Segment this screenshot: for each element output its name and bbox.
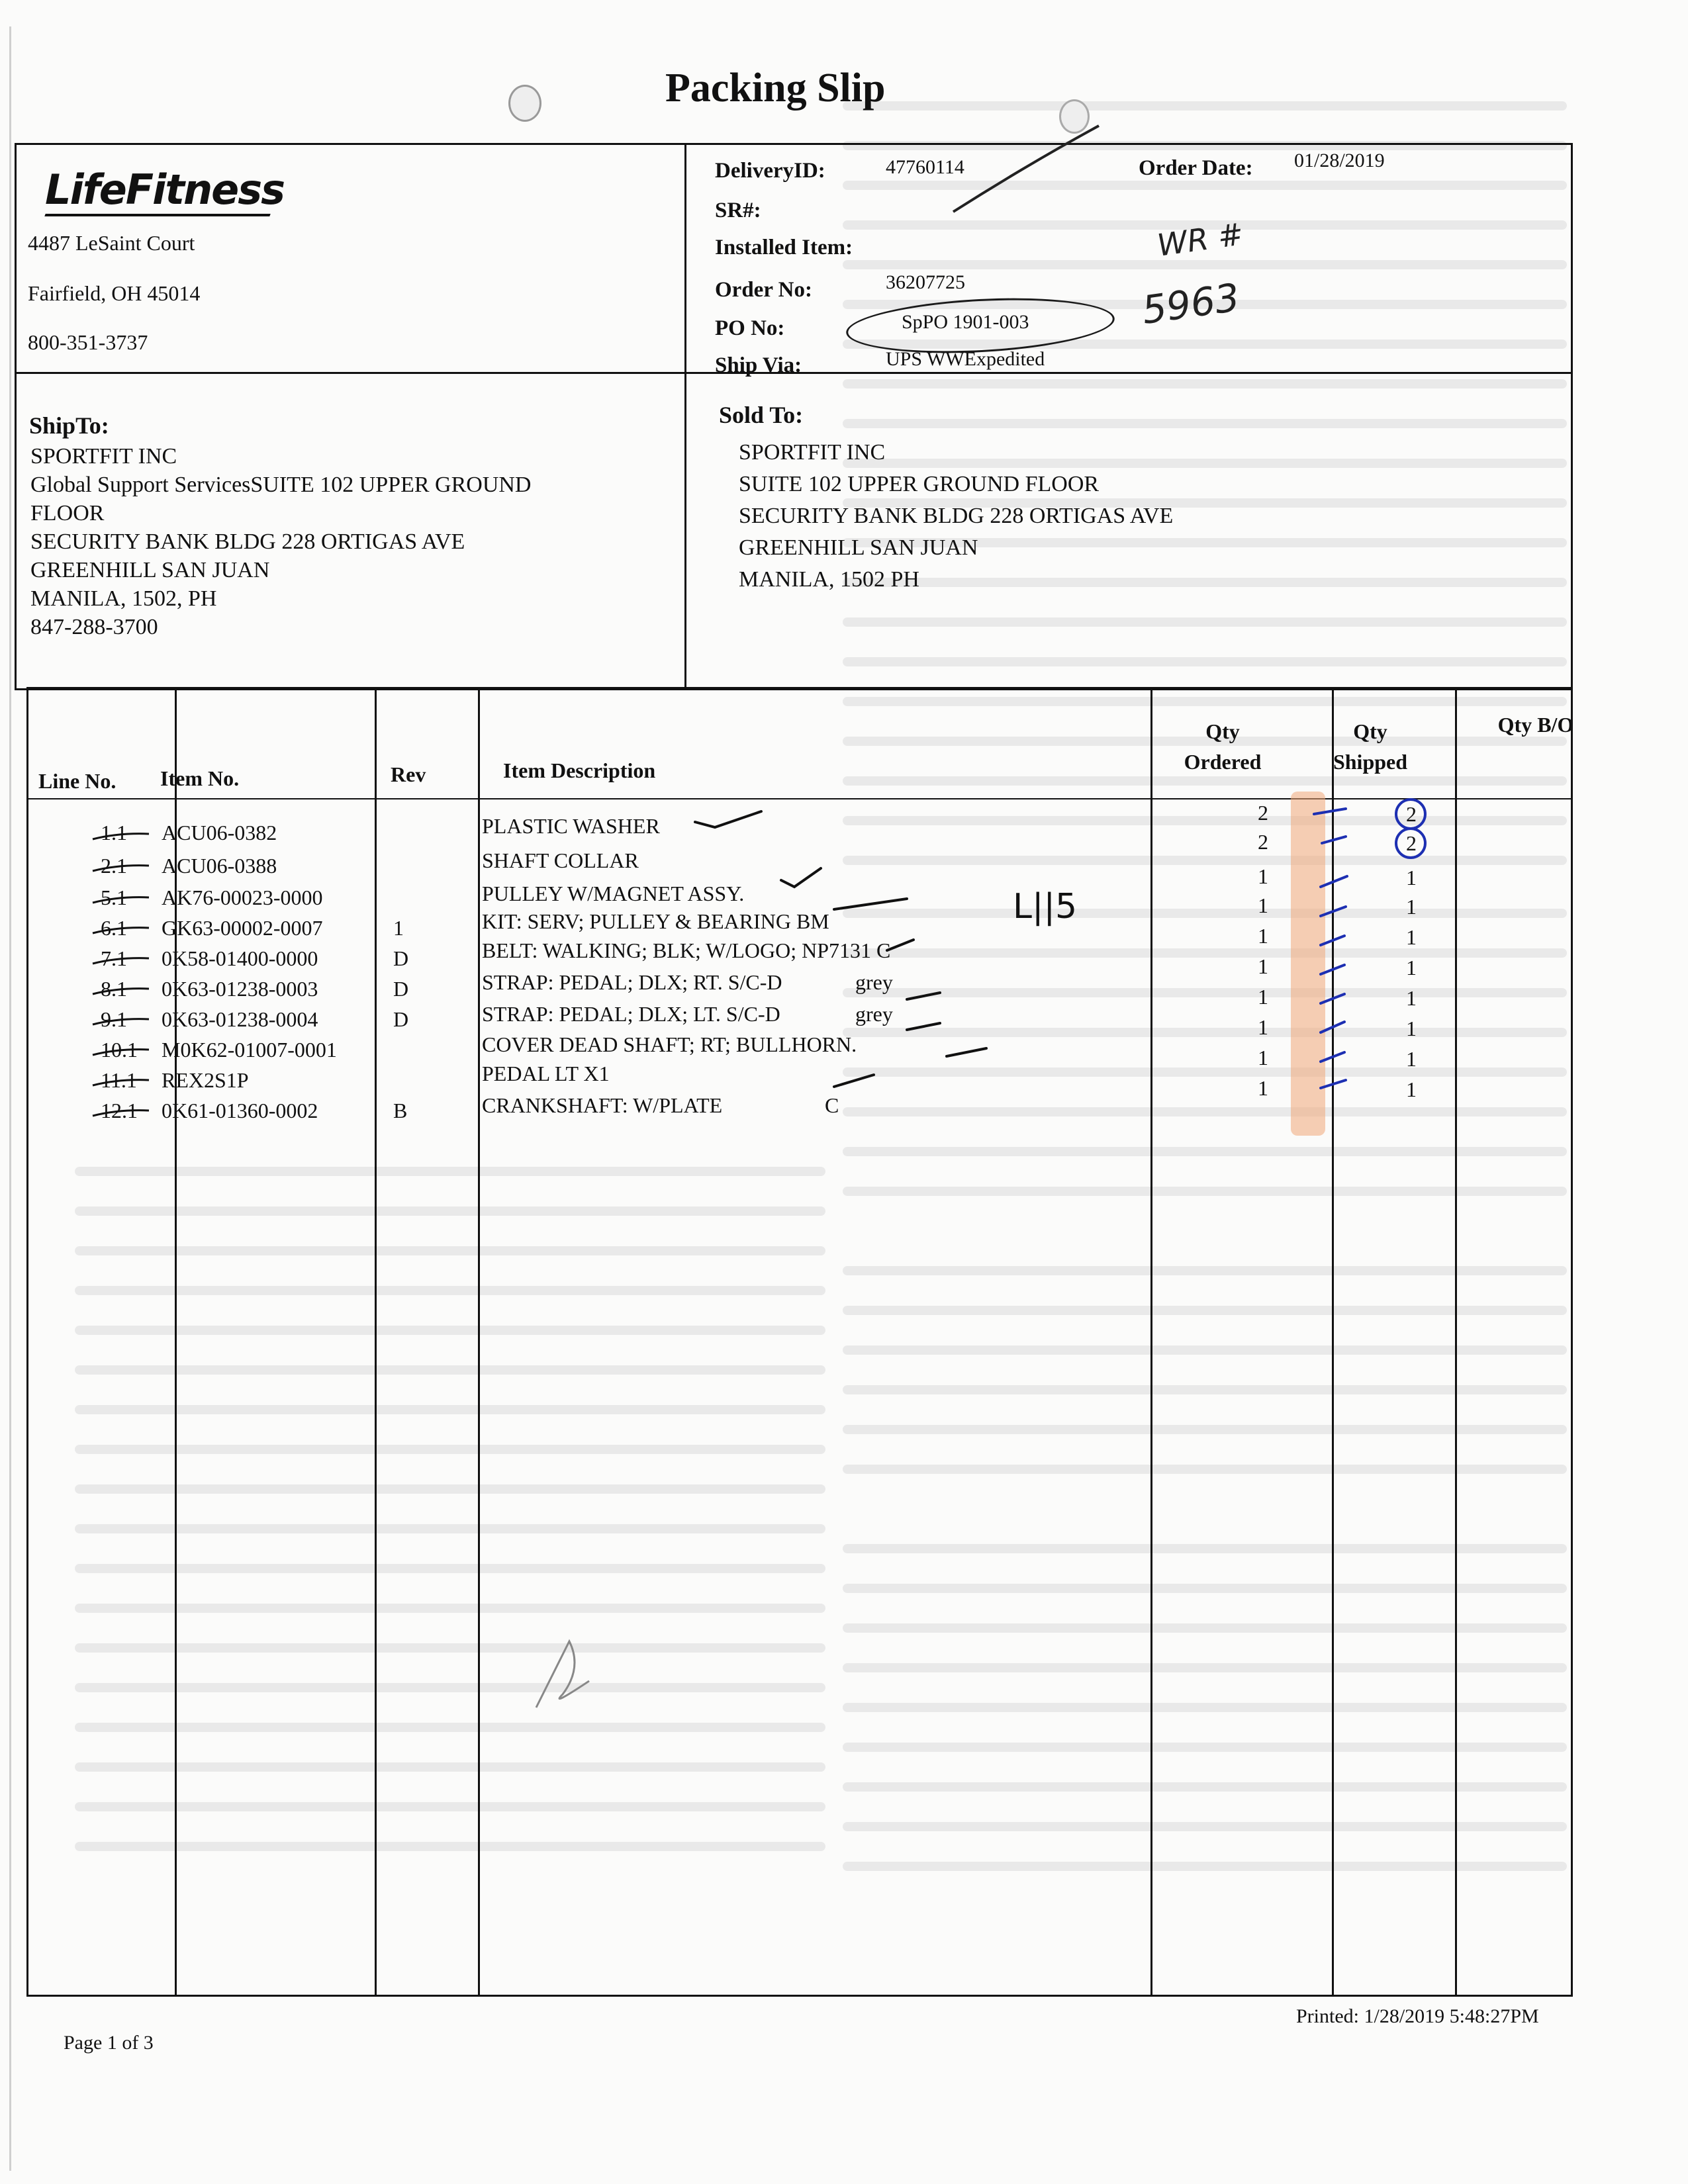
ship-to-label: ShipTo: <box>29 412 109 439</box>
description-cell: CRANKSHAFT: W/PLATE <box>482 1093 723 1117</box>
table-col-desc <box>478 687 480 1997</box>
item-no-cell: ACU06-0382 <box>162 821 277 844</box>
ship-to-line: SPORTFIT INC <box>30 444 177 469</box>
qty-ordered-cell: 1 <box>1258 1046 1268 1069</box>
item-no-cell: AK76-00023-0000 <box>162 886 323 909</box>
description-cell: PEDAL LT X1 <box>482 1062 610 1085</box>
col-header-description: Item Description <box>503 758 656 782</box>
qty-ordered-cell: 1 <box>1258 924 1268 948</box>
rev-cell: D <box>393 977 409 1001</box>
ship-via-value: UPS WWExpedited <box>886 348 1045 370</box>
header-box-right <box>1571 143 1573 690</box>
handwritten-slash <box>947 119 1105 218</box>
ship-to-line: 847-288-3700 <box>30 615 158 639</box>
order-date-value: 01/28/2019 <box>1294 150 1385 171</box>
table-bottom <box>26 1995 1573 1997</box>
printed-timestamp: Printed: 1/28/2019 5:48:27PM <box>1296 2005 1539 2027</box>
table-col-item <box>175 687 177 1997</box>
faint-scribble <box>523 1628 602 1721</box>
ship-to-line: FLOOR <box>30 501 105 525</box>
qty-shipped-cell: 2 <box>1406 802 1417 826</box>
line-no-cell: 7.1 <box>101 946 127 970</box>
qty-ordered-cell: 1 <box>1258 954 1268 978</box>
order-no-label: Order No: <box>715 278 812 302</box>
ship-to-address <box>30 442 531 641</box>
table-col-ordered <box>1150 687 1152 1997</box>
rev-cell: B <box>393 1099 408 1122</box>
table-top <box>26 687 1573 689</box>
col-header-item-no: Item No. <box>160 766 240 790</box>
sold-to-line: SUITE 102 UPPER GROUND FLOOR <box>739 472 1100 496</box>
col-header-qty-shipped: Qty Shipped <box>1333 719 1408 774</box>
table-left <box>26 687 28 1997</box>
qty-shipped-cell: 1 <box>1406 1077 1417 1101</box>
qty-shipped-cell: 2 <box>1406 831 1417 855</box>
description-cell: PULLEY W/MAGNET ASSY. <box>482 882 745 905</box>
company-phone: 800-351-3737 <box>28 330 148 354</box>
paper-edge <box>9 26 11 2171</box>
ship-to-line: MANILA, 1502, PH <box>30 586 217 611</box>
col-header-rev: Rev <box>391 762 426 786</box>
handwritten-c-mark: C <box>825 1093 839 1117</box>
company-logo: LifeFitness <box>45 165 285 214</box>
table-right <box>1571 687 1573 1997</box>
description-check-marks <box>688 807 1019 1112</box>
description-cell: STRAP: PEDAL; DLX; RT. S/C-D <box>482 970 782 994</box>
order-date-label: Order Date: <box>1139 156 1253 180</box>
line-no-cell: 9.1 <box>101 1007 127 1031</box>
sold-to-line: SPORTFIT INC <box>739 440 886 465</box>
item-no-cell: 0K61-01360-0002 <box>162 1099 318 1122</box>
qty-shipped-cell: 1 <box>1406 925 1417 949</box>
qty-shipped-cell: 1 <box>1406 956 1417 979</box>
handwritten-wr-number: 5963 <box>1139 275 1243 333</box>
page-number: Page 1 of 3 <box>64 2032 154 2054</box>
item-no-cell: 0K63-01238-0003 <box>162 977 318 1001</box>
company-address-line2: Fairfield, OH 45014 <box>28 281 201 305</box>
po-no-label: PO No: <box>715 316 785 340</box>
sold-to-label: Sold To: <box>719 402 804 428</box>
description-cell: COVER DEAD SHAFT; RT; BULLHORN. <box>482 1032 857 1056</box>
qty-ordered-cell: 1 <box>1258 864 1268 888</box>
sold-to-line: MANILA, 1502 PH <box>739 567 919 592</box>
installed-item-label: Installed Item: <box>715 236 853 259</box>
punch-hole-left <box>508 85 541 122</box>
description-cell: KIT: SERV; PULLEY & BEARING BM <box>482 909 829 933</box>
sr-label: SR#: <box>715 199 761 222</box>
description-cell: PLASTIC WASHER <box>482 814 660 838</box>
item-no-cell: 0K58-01400-0000 <box>162 946 318 970</box>
shipped-check-marks <box>1294 794 1446 1125</box>
description-cell: STRAP: PEDAL; DLX; LT. S/C-D <box>482 1002 780 1026</box>
header-box-left <box>15 143 17 690</box>
qty-shipped-cell: 1 <box>1406 1017 1417 1040</box>
page-title: Packing Slip <box>665 66 886 111</box>
ship-to-line: GREENHILL SAN JUAN <box>30 558 270 582</box>
item-no-cell: GK63-00002-0007 <box>162 916 323 940</box>
qty-ordered-cell: 1 <box>1258 1015 1268 1039</box>
sold-to-address <box>739 437 1173 596</box>
description-cell: BELT: WALKING; BLK; W/LOGO; NP7131 C <box>482 938 891 962</box>
qty-ordered-cell: 2 <box>1258 830 1268 854</box>
col-header-line-no: Line No. <box>38 769 117 793</box>
col-header-qty-bo: Qty B/O <box>1497 713 1574 737</box>
rev-cell: D <box>393 1007 409 1031</box>
order-no-value: 36207725 <box>886 271 965 293</box>
line-no-strikes <box>86 821 159 1132</box>
qty-ordered-cell: 1 <box>1258 985 1268 1009</box>
line-no-cell: 2.1 <box>101 854 127 878</box>
ship-to-line: SECURITY BANK BLDG 228 ORTIGAS AVE <box>30 529 465 554</box>
line-no-cell: 11.1 <box>101 1068 137 1092</box>
header-box-top <box>15 143 1573 145</box>
sold-to-line: GREENHILL SAN JUAN <box>739 535 978 560</box>
item-no-cell: ACU06-0388 <box>162 854 277 878</box>
col-header-qty-ordered: Qty Ordered <box>1184 719 1262 774</box>
handwritten-grey-1: grey <box>855 970 893 994</box>
ship-via-label: Ship Via: <box>715 353 802 377</box>
item-no-cell: M0K62-01007-0001 <box>162 1038 337 1062</box>
rev-cell: 1 <box>393 916 404 940</box>
qty-shipped-cell: 1 <box>1406 986 1417 1010</box>
table-col-bo <box>1455 687 1457 1997</box>
header-box-divider <box>684 143 686 690</box>
line-no-cell: 6.1 <box>101 916 127 940</box>
handwritten-grey-2: grey <box>855 1002 893 1026</box>
item-no-cell: REX2S1P <box>162 1068 249 1092</box>
line-no-cell: 10.1 <box>101 1038 138 1062</box>
qty-shipped-cell: 1 <box>1406 895 1417 919</box>
qty-ordered-cell: 2 <box>1258 801 1268 825</box>
handwritten-wr-note: WR # <box>1154 216 1246 263</box>
delivery-id-label: DeliveryID: <box>715 159 825 183</box>
sold-to-line: SECURITY BANK BLDG 228 ORTIGAS AVE <box>739 504 1174 528</box>
item-no-cell: 0K63-01238-0004 <box>162 1007 318 1031</box>
line-no-cell: 5.1 <box>101 886 127 909</box>
po-no-value: SpPO 1901-003 <box>902 311 1029 333</box>
description-cell: SHAFT COLLAR <box>482 848 639 872</box>
rev-cell: D <box>393 946 409 970</box>
line-no-cell: 12.1 <box>101 1099 138 1122</box>
qty-ordered-cell: 1 <box>1258 1076 1268 1100</box>
company-address-line1: 4487 LeSaint Court <box>28 231 195 255</box>
table-col-rev <box>375 687 377 1997</box>
logo-swoosh <box>44 214 270 216</box>
line-no-cell: 1.1 <box>101 821 127 844</box>
qty-shipped-cell: 1 <box>1406 866 1417 889</box>
qty-shipped-cell: 1 <box>1406 1047 1417 1071</box>
delivery-id-value: 47760114 <box>886 156 964 178</box>
handwritten-l15: L||5 <box>1013 887 1078 927</box>
ship-to-line: Global Support ServicesSUITE 102 UPPER GROUND <box>30 473 532 497</box>
line-no-cell: 8.1 <box>101 977 127 1001</box>
qty-ordered-cell: 1 <box>1258 893 1268 917</box>
